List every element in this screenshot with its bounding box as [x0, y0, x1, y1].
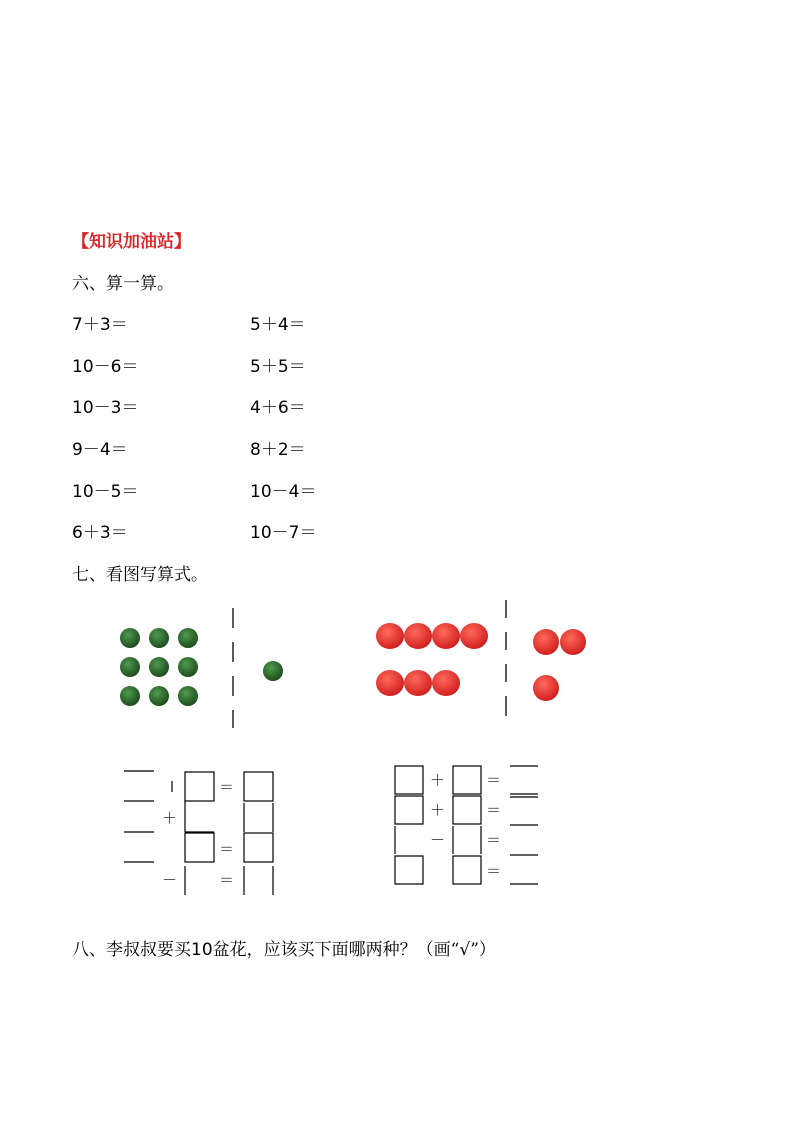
red-apple — [560, 629, 586, 655]
green-ball — [178, 657, 198, 677]
red-apple — [404, 623, 432, 649]
green-ball — [149, 686, 169, 706]
right-equation-grid — [395, 766, 538, 884]
red-apple — [460, 623, 488, 649]
right-op-minus: － — [430, 831, 446, 849]
q8-text-a: 八、李叔叔要买 — [72, 940, 191, 960]
q8-text — [72, 940, 496, 960]
q6-left-3: 10－3＝ — [72, 398, 139, 418]
green-ball — [178, 686, 198, 706]
red-apple — [533, 675, 559, 701]
green-ball — [178, 628, 198, 648]
left-op-minus: － — [162, 871, 178, 889]
green-ball — [120, 657, 140, 677]
section-title: 【知识加油站】 — [72, 232, 191, 252]
left-op-equals-1: ＝ — [219, 778, 235, 796]
q6-right-2: 5＋5＝ — [250, 357, 306, 377]
green-balls-main — [120, 628, 198, 706]
red-apple — [376, 670, 404, 696]
green-ball — [120, 686, 140, 706]
q6-right-3: 4＋6＝ — [250, 398, 306, 418]
red-apple — [404, 670, 432, 696]
red-apples-main — [376, 623, 488, 696]
right-op-plus-2: ＋ — [430, 801, 446, 819]
left-op-equals-2: ＝ — [219, 840, 235, 858]
q6-left-4: 9－4＝ — [72, 440, 128, 460]
green-ball-extra — [263, 661, 283, 681]
right-op-equals-3: ＝ — [486, 831, 502, 849]
red-apple — [533, 629, 559, 655]
q6-left-6: 6＋3＝ — [72, 523, 128, 543]
q6-right-1: 5＋4＝ — [250, 315, 306, 335]
q8-number: 10 — [191, 940, 213, 960]
q6-right-6: 10－7＝ — [250, 523, 317, 543]
right-op-plus-1: ＋ — [430, 771, 446, 789]
q6-left-1: 7＋3＝ — [72, 315, 128, 335]
q6-left-5: 10－5＝ — [72, 482, 139, 502]
q6-right-5: 10－4＝ — [250, 482, 317, 502]
red-apples-extra — [533, 629, 586, 701]
q8-text-b: 盆花，应该买下面哪两种？（画“ — [212, 940, 460, 960]
q6-title: 六、算一算。 — [72, 274, 174, 294]
right-op-equals-4: ＝ — [486, 862, 502, 880]
red-apple — [376, 623, 404, 649]
green-ball — [120, 628, 140, 648]
left-op-plus-2: ＋ — [162, 809, 178, 827]
left-equation-grid — [124, 771, 273, 895]
red-apple — [432, 623, 460, 649]
q8-text-c: ”） — [470, 940, 496, 960]
red-apple — [432, 670, 460, 696]
right-op-equals-2: ＝ — [486, 801, 502, 819]
left-op-equals-3: ＝ — [219, 871, 235, 889]
right-op-equals-1: ＝ — [486, 771, 502, 789]
q6-right-4: 8＋2＝ — [250, 440, 306, 460]
green-ball — [149, 657, 169, 677]
green-ball — [149, 628, 169, 648]
q7-title: 七、看图写算式。 — [72, 565, 208, 585]
check-mark-icon: √ — [459, 940, 471, 960]
q6-left-2: 10－6＝ — [72, 357, 139, 377]
